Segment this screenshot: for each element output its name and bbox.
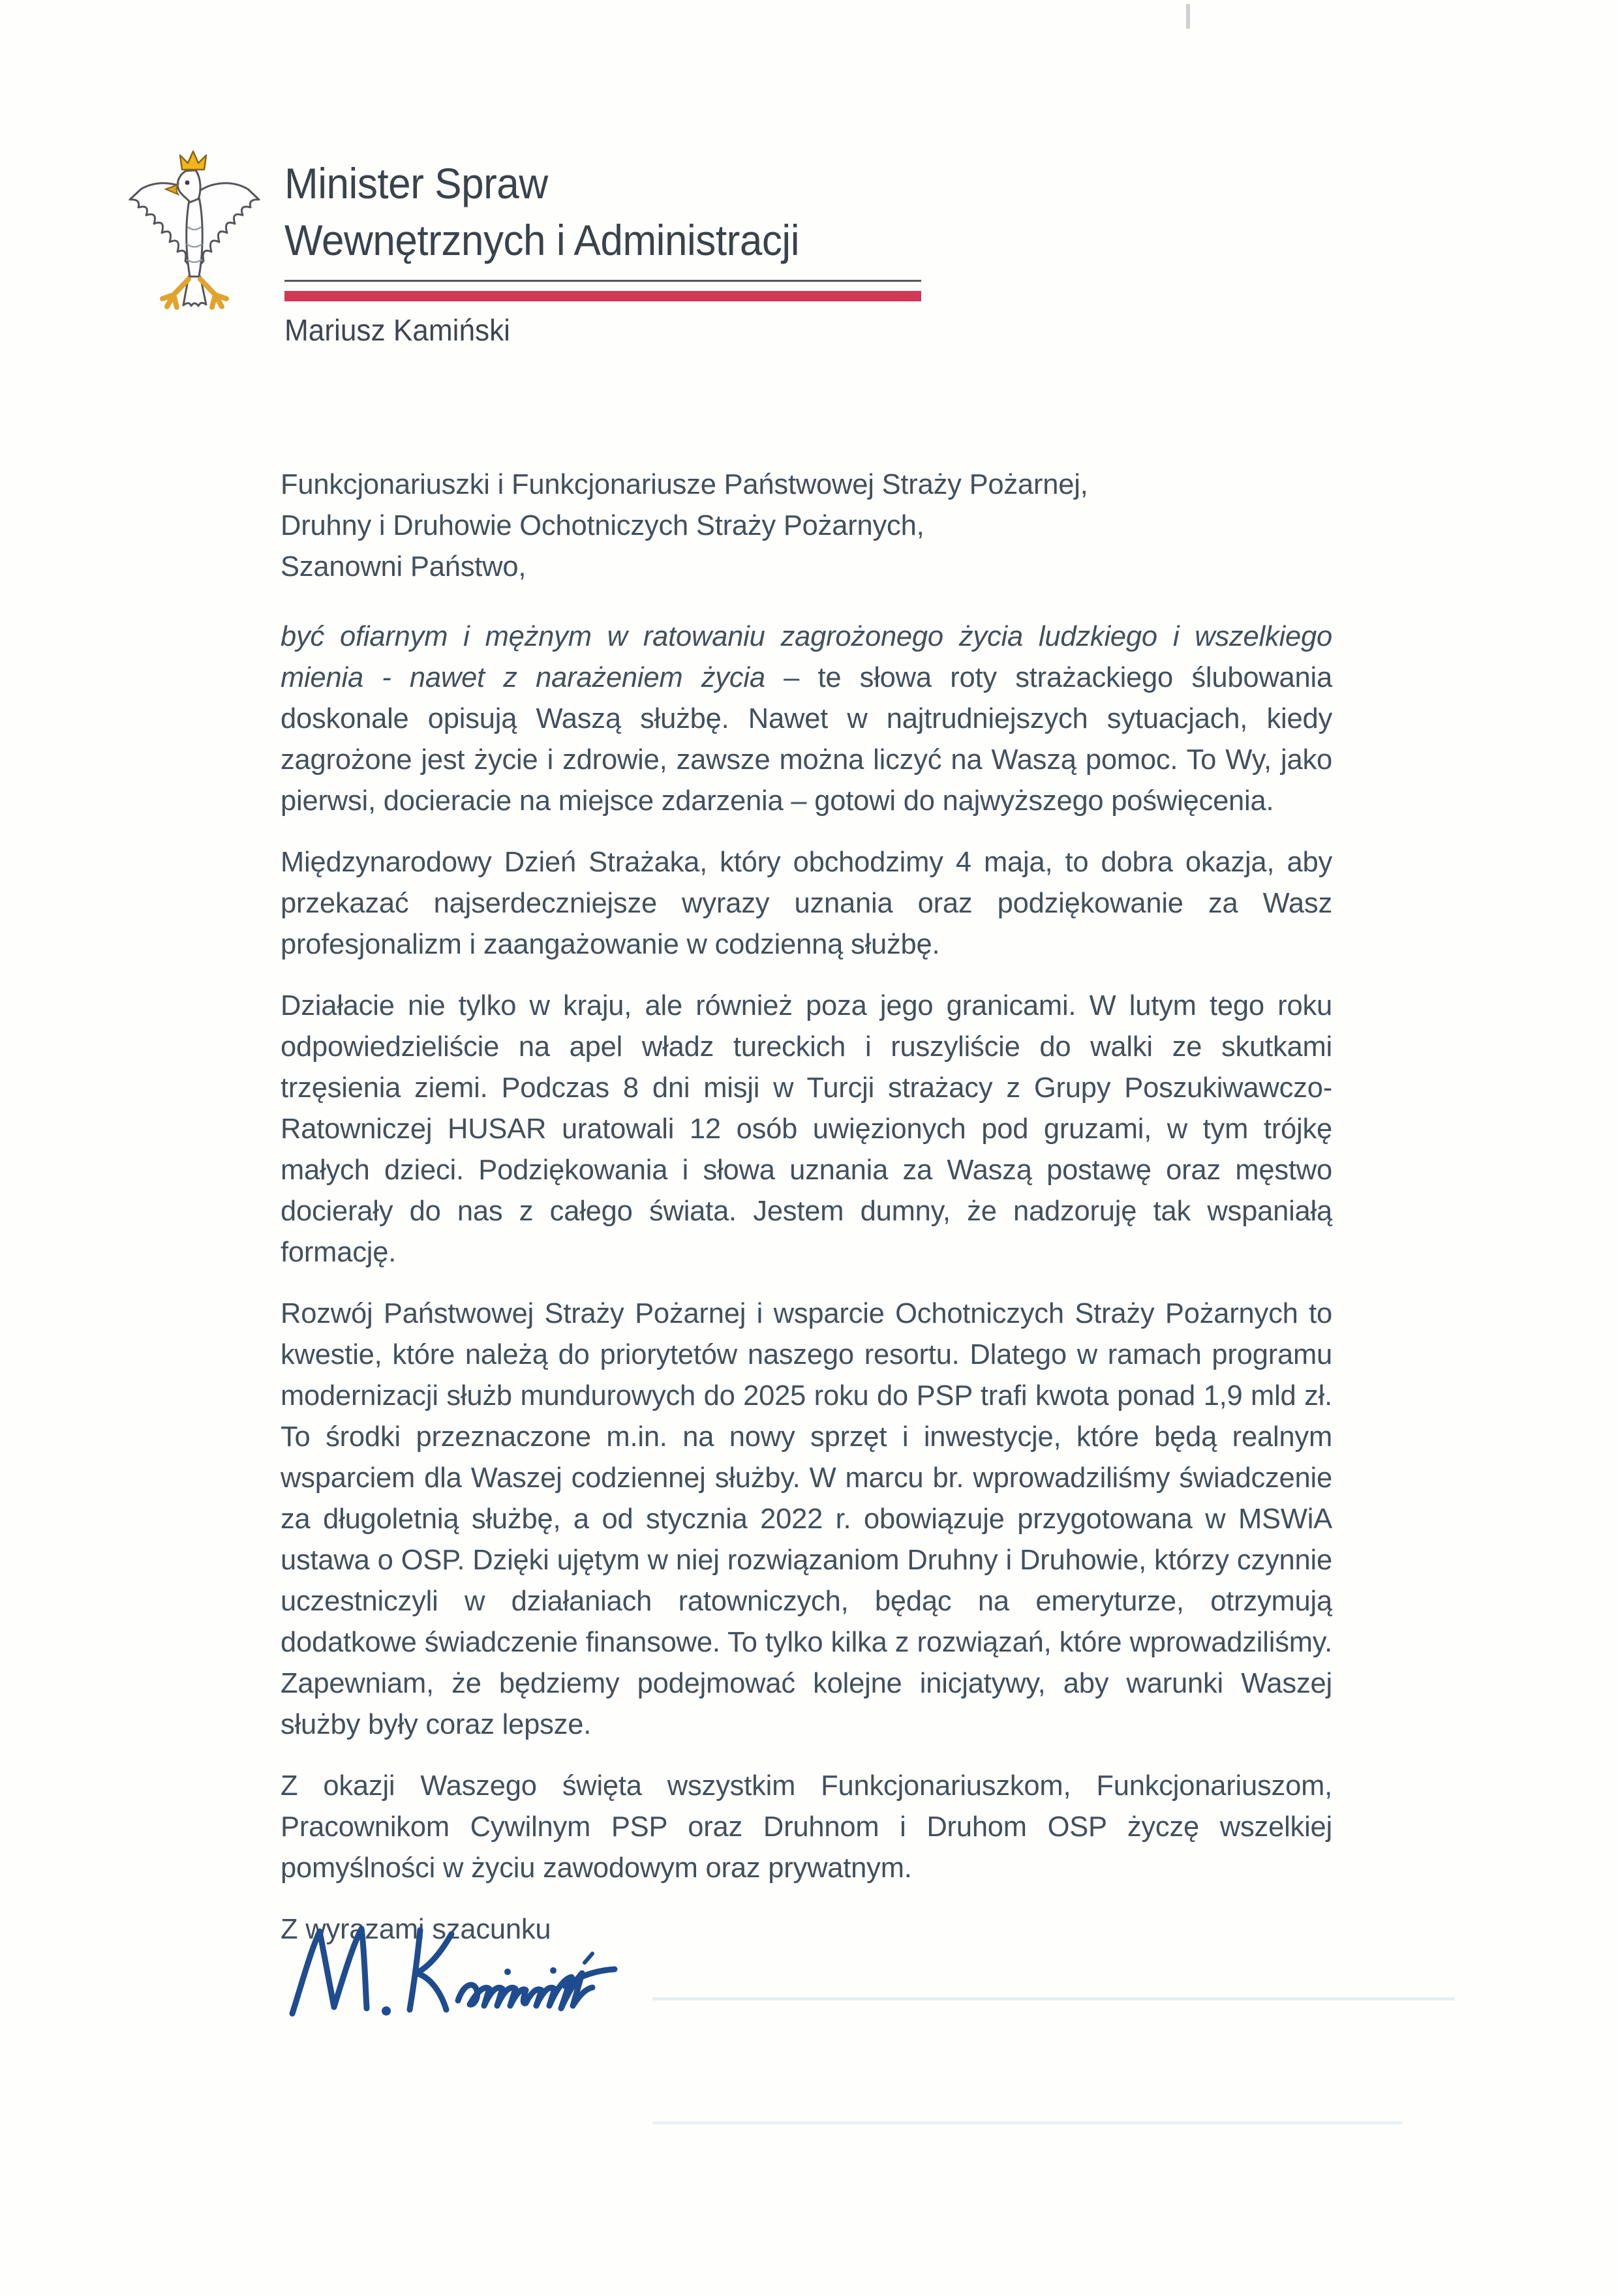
- ministry-title-line2: Wewnętrznych i Administracji: [284, 216, 800, 264]
- salutation-line: Funkcjonariuszki i Funkcjonariusze Państwowej Straży Pożarnej,: [281, 469, 1088, 500]
- letter-paragraph-modernization: Rozwój Państwowej Straży Pożarnej i wsparcie Ochotniczych Straży Pożarnych to kwestie, które należą do priorytetów naszego resortu. Dlatego w ramach programu modernizacji służb mundurowych do 2025 roku do PSP trafi kwota ponad 1,9 mld zł. To środki przeznaczone m.in. na nowy sprzęt i inwestycje, które będą realnym wsparciem dla Waszej codziennej służby. W marcu br. wprowadziliśmy świadczenie za długoletnią służbę, a od stycznia 2022 r. obowiązuje przygotowana w MSWiA ustawa o OSP. Dzięki ujętym w niej rozwiązaniom Druhny i Druhowie, którzy czynnie uczestniczyli w działaniach ratowniczych, będąc na emeryturze, otrzymują dodatkowe świadczenie finansowe. To tylko kilka z rozwiązań, które wprowadziliśmy. Zapewniam, że będziemy podejmować kolejne inicjatywy, aby warunki Waszej służby były coraz lepsze.: [281, 1298, 1332, 1740]
- closing-label: Z wyrazami szacunku: [281, 1914, 551, 1945]
- scan-artifact: [1186, 4, 1190, 29]
- letter-paragraph-oath: [281, 616, 1332, 822]
- ministry-title-line1: Minister Spraw: [284, 159, 548, 207]
- salutation-line: Szanowni Państwo,: [281, 551, 527, 582]
- separator-line-dark: [284, 280, 921, 282]
- scan-artifact: [652, 1997, 1455, 2001]
- handwritten-signature: [281, 1908, 659, 2029]
- letter-body: [281, 464, 1332, 1950]
- polish-eagle-emblem-icon: [125, 149, 270, 320]
- letter-paragraph-firefighters-day: Międzynarodowy Dzień Strażaka, który obchodzimy 4 maja, to dobra okazja, aby przekazać najserdeczniejsze wyrazy uznania oraz podziękowanie za Wasz profesjonalizm i zaangażowanie w codzienną służbę.: [281, 847, 1332, 960]
- minister-name-label: Mariusz Kamiński: [284, 313, 511, 347]
- letter-paragraph-turkey-mission: Działacie nie tylko w kraju, ale również poza jego granicami. W lutym tego roku odpowiedzieliście na apel władz tureckich i ruszyliście do walki ze skutkami trzęsienia ziemi. Podczas 8 dni misji w Turcji strażacy z Grupy Poszukiwawczo-Ratowniczej HUSAR uratowali 12 osób uwięzionych pod gruzami, w tym trójkę małych dzieci. Podziękowania i słowa uznania za Waszą postawę oraz męstwo docierały do nas z całego świata. Jestem dumny, że nadzoruję tak wspaniałą formację.: [281, 990, 1332, 1268]
- scan-artifact: [652, 2121, 1403, 2124]
- ministry-title: [284, 155, 799, 269]
- salutation-block: [281, 464, 1332, 588]
- salutation-line: Druhny i Druhowie Ochotniczych Straży Pożarnych,: [281, 510, 924, 541]
- oath-quote-italic: być ofiarnym i mężnym w ratowaniu zagrożonego życia ludzkiego i wszelkiego mienia - nawet z narażeniem życia: [281, 621, 1332, 693]
- separator-line-red: [284, 291, 921, 301]
- oath-paragraph-rest: – te słowa roty strażackiego ślubowania doskonale opisują Waszą służbę. Nawet w najtrudniejszych sytuacjach, kiedy zagrożone jest życie i zdrowie, zawsze można liczyć na Waszą pomoc. To Wy, jako pierwsi, docieracie na miejsce zdarzenia – gotowi do najwyższego poświęcenia.: [281, 662, 1332, 817]
- letter-paragraph-wishes: Z okazji Waszego święta wszystkim Funkcjonariuszkom, Funkcjonariuszom, Pracownikom Cywilnym PSP oraz Druhnom i Druhom OSP życzę wszelkiej pomyślności w życiu zawodowym oraz prywatnym.: [281, 1770, 1332, 1884]
